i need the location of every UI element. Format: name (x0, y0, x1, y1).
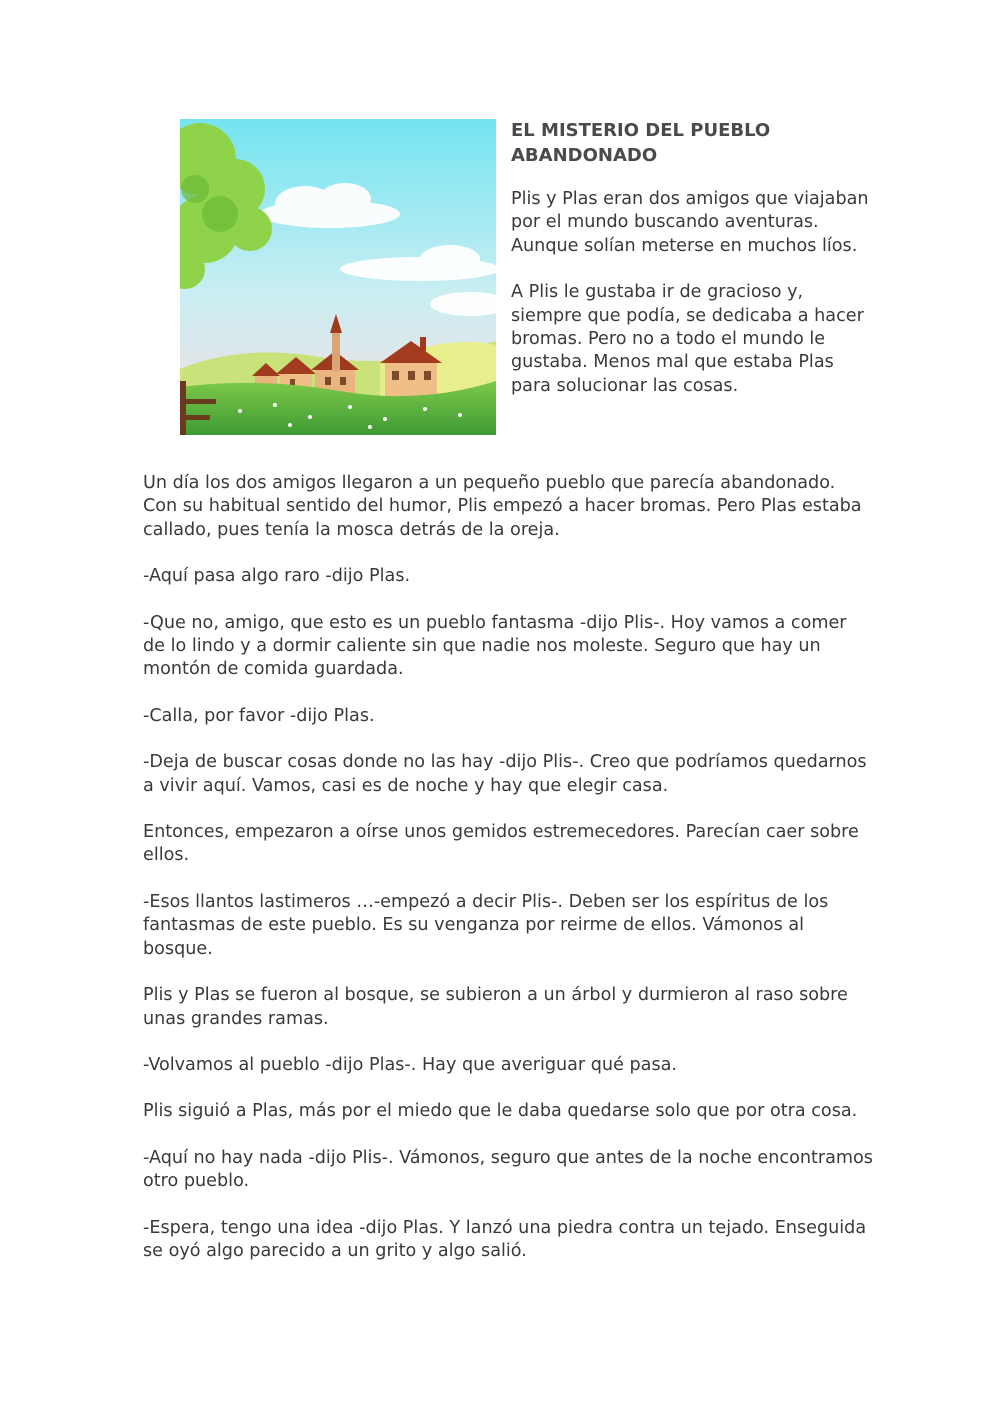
intro-paragraph: Plis y Plas eran dos amigos que viajaban por el mundo buscando aventuras. Aunque solían meterse en muchos líos. (511, 189, 869, 256)
story-paragraph: Plis siguió a Plas, más por el miedo que le daba quedarse solo que por otra cosa. (143, 1101, 858, 1122)
story-paragraph: -Calla, por favor -dijo Plas. (143, 705, 375, 726)
story-paragraph: Plis y Plas se fueron al bosque, se subieron a un árbol y durmieron al raso sobre unas grandes ramas. (143, 985, 848, 1029)
village-landscape-icon (180, 119, 496, 435)
story-paragraph: Un día los dos amigos llegaron a un pequeño pueblo que parecía abandonado. Con su habitual sentido del humor, Plis empezó a hacer bromas. Pero Plas estaba callado, pues tenía la mosca detrás de la oreja. (143, 473, 862, 540)
story-paragraph: -Volvamos al pueblo -dijo Plas-. Hay que averiguar qué pasa. (143, 1054, 677, 1075)
story-body (143, 472, 873, 1286)
story-paragraph: -Aquí no hay nada -dijo Plis-. Vámonos, seguro que antes de la noche encontramos otro pueblo. (143, 1147, 873, 1192)
story-paragraph: -Esos llantos lastimeros …-empezó a decir Plis-. Deben ser los espíritus de los fantasmas de este pueblo. Es su venganza por reirme de ellos. Vámonos al bosque. (143, 891, 829, 959)
intro-paragraph: A Plis le gustaba ir de gracioso y, siempre que podía, se dedicaba a hacer bromas. Pero no a todo el mundo le gustaba. Menos mal que estaba Plas para solucionar las cosas. (511, 282, 864, 396)
story-paragraph: -Deja de buscar cosas donde no las hay -dijo Plis-. Creo que podríamos quedarnos a vivir aquí. Vamos, casi es de noche y hay que elegir casa. (143, 752, 867, 796)
intro-section (511, 118, 871, 421)
story-paragraph: -Espera, tengo una idea -dijo Plas. Y lanzó una piedra contra un tejado. Enseguida se oyó algo parecido a un grito y algo salió. (143, 1217, 867, 1261)
story-title: EL MISTERIO DEL PUEBLO ABANDONADO (511, 120, 771, 166)
story-paragraph: -Aquí pasa algo raro -dijo Plas. (143, 566, 411, 587)
story-paragraph: -Que no, amigo, que esto es un pueblo fantasma -dijo Plis-. Hoy vamos a comer de lo lindo y a dormir caliente sin que nadie nos moleste. Seguro que hay un montón de comida guardada. (143, 612, 847, 680)
story-paragraph: Entonces, empezaron a oírse unos gemidos estremecedores. Parecían caer sobre ellos. (143, 822, 859, 866)
